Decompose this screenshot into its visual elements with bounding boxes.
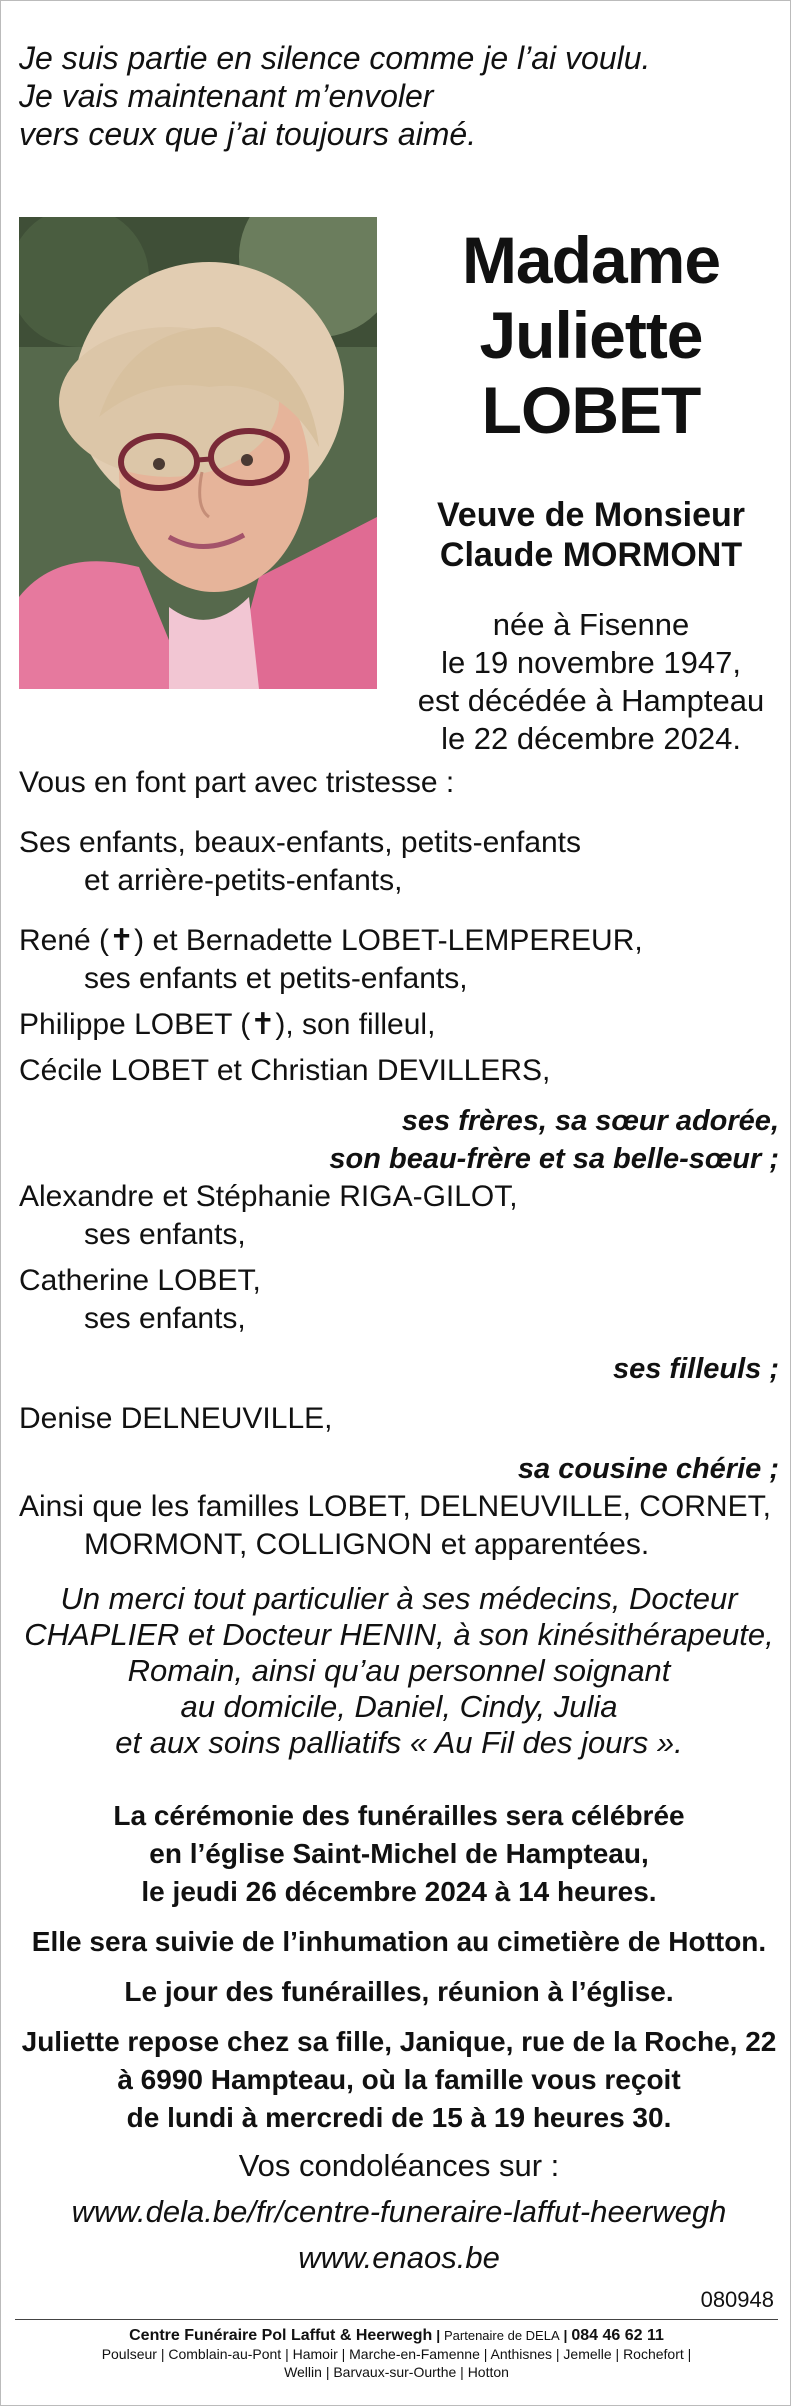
viewing-line: de lundi à mercredi de 15 à 19 heures 30. <box>126 2102 672 2133</box>
condolences-link-enaos[interactable]: www.enaos.be <box>298 2240 500 2275</box>
last-name: LOBET <box>481 373 701 447</box>
phone-number: 084 46 62 11 <box>571 2327 664 2344</box>
condolences-label: Vos condoléances sur : <box>238 2148 560 2183</box>
family-line: Cécile LOBET et Christian DEVILLERS, <box>19 1054 551 1087</box>
intro-line: vers ceux que j’ai toujours aimé. <box>19 116 477 152</box>
relation-label: sa cousine chérie ; <box>517 1453 779 1485</box>
burial-info: Elle sera suivie de l’inhumation au cimetière de Hotton. <box>31 1926 767 1957</box>
name-title: Madame <box>461 223 721 297</box>
thanks-line: au domicile, Daniel, Cindy, Julia <box>180 1689 618 1724</box>
family-line: ses enfants et petits-enfants, <box>84 962 468 995</box>
meeting-info: Le jour des funérailles, réunion à l’église. <box>124 1976 674 2007</box>
funeral-details <box>19 1797 779 2149</box>
thanks-line: et aux soins palliatifs « Au Fil des jours ». <box>115 1725 683 1760</box>
family-line: Ainsi que les familles LOBET, DELNEUVILLE, CORNET, <box>19 1490 771 1523</box>
viewing-line: à 6990 Hampteau, où la famille vous reçoit <box>117 2064 681 2095</box>
spouse-info <box>401 495 781 575</box>
family-line: René (✝) et Bernadette LOBET-LEMPEREUR, <box>19 924 643 957</box>
family-line: ses enfants, <box>84 1302 246 1335</box>
intro-poem <box>19 39 779 153</box>
family-line: Philippe LOBET (✝), son filleul, <box>19 1008 436 1041</box>
family-line: et arrière-petits-enfants, <box>84 864 403 897</box>
footer-locations: Poulseur | Comblain-au-Pont | Hamoir | Marche-en-Famenne | Anthisnes | Jemelle | Rochefort | <box>101 2346 692 2362</box>
spouse-line: Claude MORMONT <box>439 536 743 574</box>
family-line: Denise DELNEUVILLE, <box>19 1402 333 1435</box>
partner-label: Partenaire de DELA <box>444 2328 560 2343</box>
footer-locations: Wellin | Barvaux-sur-Ourthe | Hotton <box>284 2364 509 2380</box>
family-announcement <box>19 764 779 1564</box>
portrait-illustration <box>19 217 377 689</box>
viewing-line: Juliette repose chez sa fille, Janique, rue de la Roche, 22 <box>21 2026 777 2057</box>
announcement-intro: Vous en font part avec tristesse : <box>19 766 455 799</box>
reference-number: 080948 <box>700 2287 774 2312</box>
intro-line: Je vais maintenant m’envoler <box>19 78 434 114</box>
family-line: Ses enfants, beaux-enfants, petits-enfants <box>19 826 582 859</box>
funeral-home-name: Centre Funéraire Pol Laffut & Heerwegh <box>129 2327 433 2344</box>
birth-line: le 19 novembre 1947, <box>441 645 741 680</box>
relation-label: ses filleuls ; <box>612 1353 779 1385</box>
birth-line: née à Fisenne <box>492 607 690 642</box>
thanks-line: Un merci tout particulier à ses médecins, Docteur <box>60 1581 738 1616</box>
footer-separator: | <box>436 2327 444 2343</box>
family-line: Catherine LOBET, <box>19 1264 261 1297</box>
ceremony-line: le jeudi 26 décembre 2024 à 14 heures. <box>141 1876 657 1907</box>
viewing-info <box>19 2023 779 2137</box>
deceased-name <box>401 223 781 448</box>
birth-death-info <box>401 606 781 758</box>
thanks-message <box>19 1581 779 1761</box>
death-line: est décédée à Hampteau <box>417 683 765 718</box>
first-name: Juliette <box>479 298 703 372</box>
family-line: Alexandre et Stéphanie RIGA-GILOT, <box>19 1180 518 1213</box>
spouse-line: Veuve de Monsieur <box>437 496 745 534</box>
intro-line: Je suis partie en silence comme je l’ai voulu. <box>19 40 651 76</box>
death-line: le 22 décembre 2024. <box>441 721 741 756</box>
thanks-line: CHAPLIER et Docteur HENIN, à son kinésithérapeute, <box>24 1617 774 1652</box>
footer-header <box>15 2326 778 2345</box>
ceremony-line: La cérémonie des funérailles sera célébrée <box>113 1800 685 1831</box>
family-line: ses enfants, <box>84 1218 246 1251</box>
funeral-home-footer <box>15 2319 778 2381</box>
relation-label: ses frères, sa sœur adorée, <box>401 1105 779 1137</box>
family-line: MORMONT, COLLIGNON et apparentées. <box>84 1528 650 1561</box>
ceremony-line: en l’église Saint-Michel de Hampteau, <box>149 1838 649 1869</box>
condolences-link-dela[interactable]: www.dela.be/fr/centre-funeraire-laffut-heerwegh <box>71 2194 727 2229</box>
thanks-line: Romain, ainsi qu’au personnel soignant <box>127 1653 671 1688</box>
ceremony-info <box>19 1797 779 1911</box>
condolences <box>19 2143 779 2281</box>
relation-label: son beau-frère et sa belle-sœur ; <box>329 1143 779 1175</box>
portrait-photo <box>19 217 377 689</box>
footer-separator: | <box>563 2327 572 2343</box>
